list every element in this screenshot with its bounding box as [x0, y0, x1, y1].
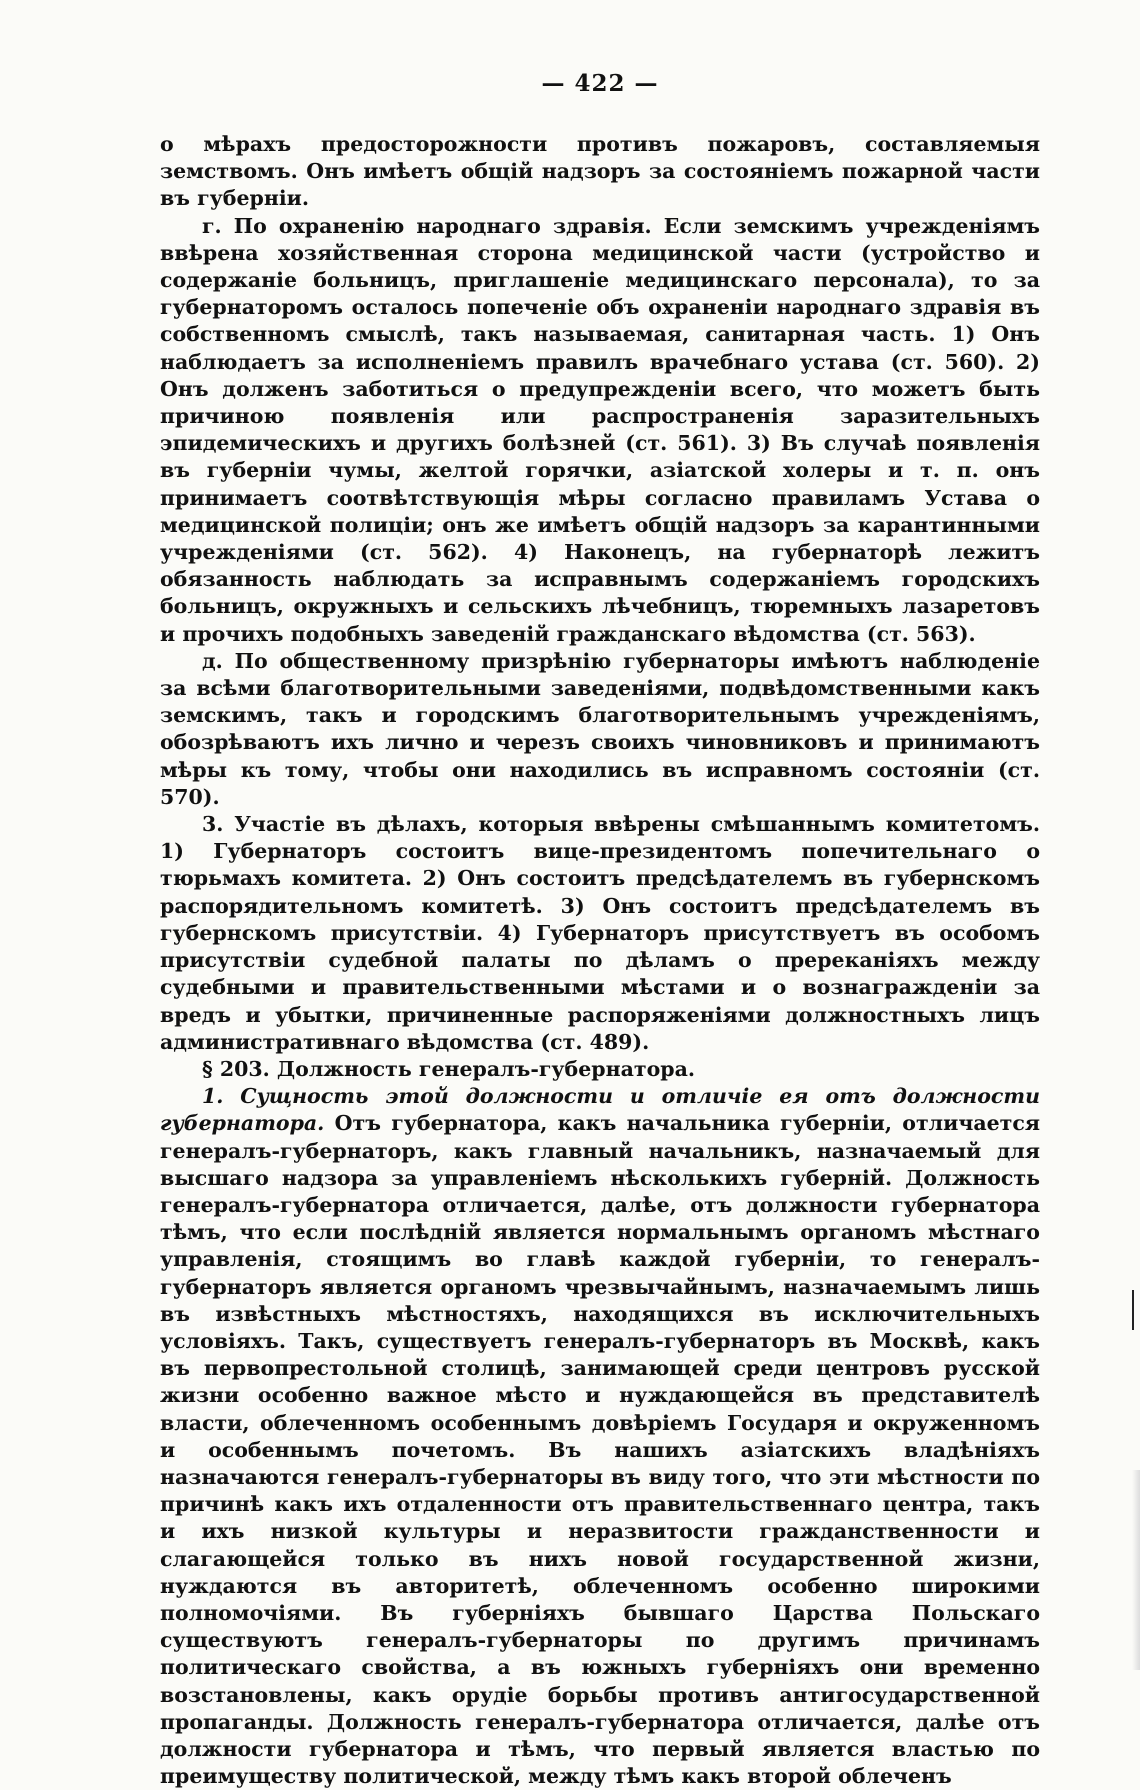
section-heading [160, 1056, 1040, 1083]
section-subtitle: 1. Сущность этой должности и отличіе ея отъ должности губернатора. [160, 1084, 1040, 1136]
paragraph-public-charity: д. По общественному призрѣнію губернаторы имѣютъ наблюденіе за всѣми благотворительными заведеніями, подвѣдомственными какъ земскимъ, такъ и городскимъ благотворительнымъ учрежденіямъ, обозрѣваютъ ихъ лично и черезъ своихъ чиновниковъ и принимаютъ мѣры къ тому, чтобы они находились въ исправномъ состояніи (ст. 570). [160, 648, 1040, 809]
section-title: § 203. Должность генералъ-губернатора. [202, 1056, 696, 1081]
section-body [160, 1083, 1040, 1790]
paragraph-mixed-committees: 3. Участіе въ дѣлахъ, которыя ввѣрены смѣшаннымъ комитетомъ. 1) Губернаторъ состоитъ вице-президентомъ попечительнаго о тюрьмахъ комитета. 2) Онъ состоитъ предсѣдателемъ въ губернскомъ распорядительномъ комитетѣ. 3) Онъ состоитъ предсѣдателемъ въ губернскомъ присутствіи. 4) Губернаторъ присутствуетъ въ особомъ присутствіи судебной палаты по дѣламъ о пререканіяхъ между судебными и правительственными мѣстами и о вознагражденіи за вредъ и убытки, причиненные распоряженіями должностныхъ лицъ административнаго вѣдомства (ст. 489). [160, 812, 1040, 1054]
scan-edge-shadow [1132, 1470, 1140, 1670]
page-number: — 422 — [541, 70, 659, 97]
paragraph-public-health: г. По охраненію народнаго здравія. Если земскимъ учрежденіямъ ввѣрена хозяйственная сторона медицинской части (устройство и содержаніе больницъ, приглашеніе медицинскаго персонала), то за губернаторомъ осталось попеченіе объ охраненіи народнаго здравія въ собственномъ смыслѣ, такъ называемая, санитарная часть. 1) Онъ наблюдаетъ за исполненіемъ правилъ врачебнаго устава (ст. 560). 2) Онъ долженъ заботиться о предупрежденіи всего, что можетъ быть причиною появленія или распространенія заразительныхъ эпидемическихъ и другихъ болѣзней (ст. 561). 3) Въ случаѣ появленія въ губерніи чумы, желтой горячки, азіатской холеры и т. п. онъ принимаетъ соотвѣтствующія мѣры согласно правиламъ Устава о медицинской полиціи; онъ же имѣетъ общій надзоръ за карантинными учрежденіями (ст. 562). 4) Наконецъ, на губернаторѣ лежитъ обязанность наблюдать за исправнымъ содержаніемъ городскихъ больницъ, окружныхъ и сельскихъ лѣчебницъ, тюремныхъ лазаретовъ и прочихъ подобныхъ заведеній гражданскаго вѣдомства (ст. 563). [160, 213, 1040, 646]
document-page [160, 70, 1040, 1790]
paragraph-fire-safety: о мѣрахъ предосторожности противъ пожаровъ, составляемыя земствомъ. Онъ имѣетъ общій надзоръ за состояніемъ пожарной части въ губерніи. [160, 132, 1040, 211]
section-text: Отъ губернатора, какъ начальника губерніи, отличается генералъ-губернаторъ, какъ главный начальникъ, назначаемый для высшаго надзора за управленіемъ нѣсколькихъ губерній. Должность генералъ-губернатора отличается, далѣе, отъ должности губернатора тѣмъ, что если послѣдній является нормальнымъ органомъ мѣстнаго управленія, стоящимъ во главѣ каждой губерніи, то генералъ-губернаторъ является органомъ чрезвычайнымъ, назначаемымъ лишь въ извѣстныхъ мѣстностяхъ, находящихся въ исключительныхъ условіяхъ. Такъ, существуетъ генералъ-губернаторъ въ Москвѣ, какъ въ первопрестольной столицѣ, занимающей среди центровъ русской жизни особенно важное мѣсто и нуждающейся въ представителѣ власти, облеченномъ особеннымъ довѣріемъ Государя и окруженномъ и особеннымъ почетомъ. Въ нашихъ азіатскихъ владѣніяхъ назначаются генералъ-губернаторы въ виду того, что эти мѣстности по причинѣ какъ ихъ отдаленности отъ правительственнаго центра, такъ и ихъ низкой культуры и неразвитости гражданственности и слагающейся только въ нихъ новой государственной жизни, нуждаются въ авторитетѣ, облеченномъ особенно широкими полномочіями. Въ губерніяхъ бывшаго Царства Польскаго существуютъ генералъ-губернаторы по другимъ причинамъ политическаго свойства, а въ южныхъ губерніяхъ они временно возстановлены, какъ орудіе борьбы противъ антигосударственной пропаганды. Должность генералъ-губернатора отличается, далѣе отъ должности губернатора и тѣмъ, что первый является властью по преимуществу политической, между тѣмъ какъ второй облеченъ [160, 1111, 1041, 1789]
scan-artifact [1132, 1290, 1134, 1330]
